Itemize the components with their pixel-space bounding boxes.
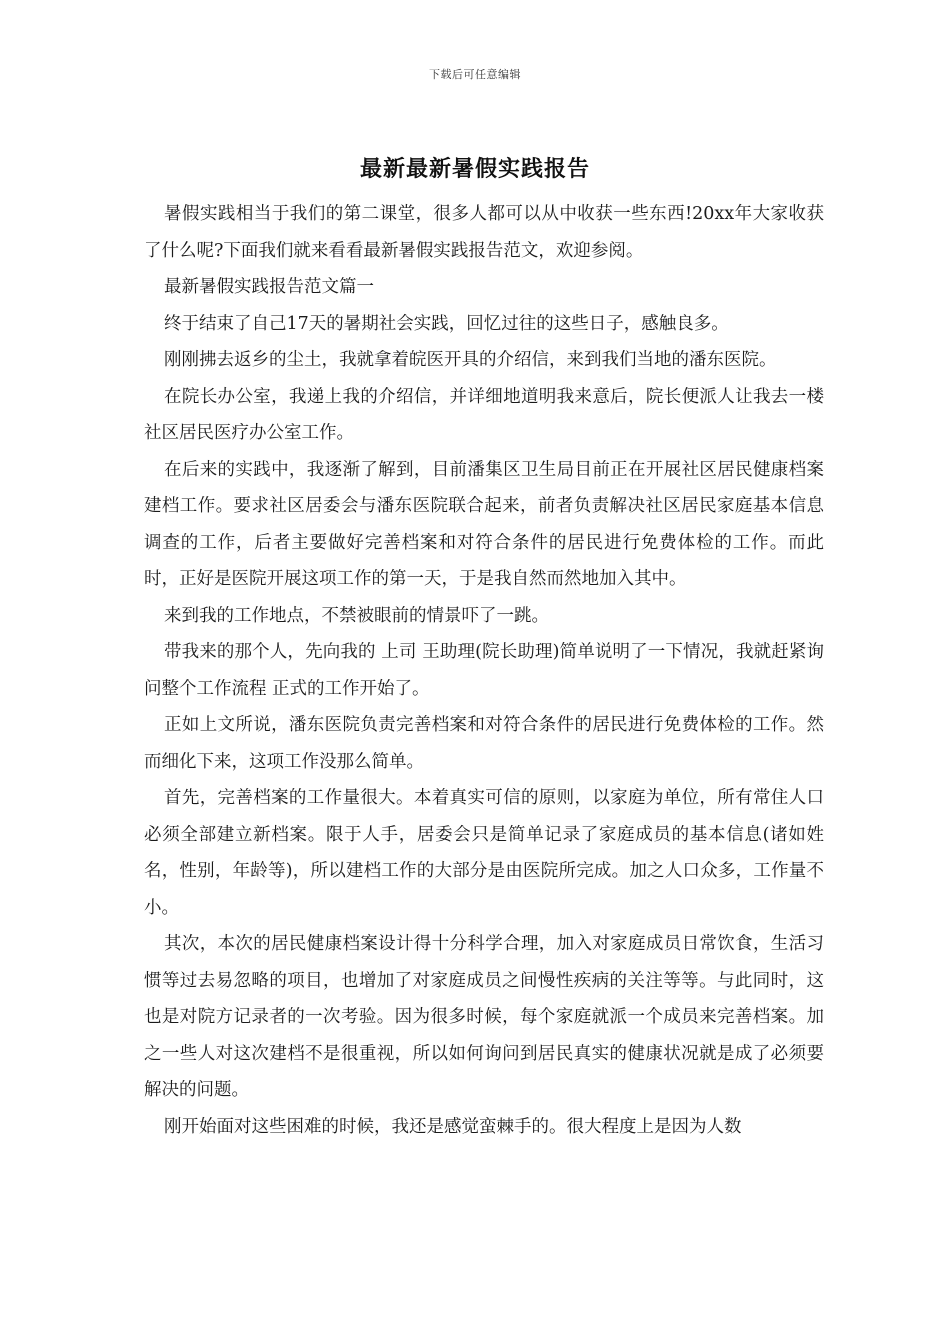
paragraph: 终于结束了自己17天的暑期社会实践，回忆过往的这些日子，感触良多。: [164, 313, 729, 334]
paragraph: 正如上文所说，潘东医院负责完善档案和对符合条件的居民进行免费体检的工作。然而细化下来，这项工作没那么简单。: [144, 715, 824, 772]
paragraph: 在后来的实践中，我逐渐了解到，目前潘集区卫生局目前正在开展社区居民健康档案建档工作。要求社区居委会与潘东医院联合起来，前者负责解决社区居民家庭基本信息调查的工作，后者主要做好完善档案和对符合条件的居民进行免费体检的工作。而此时，正好是医院开展这项工作的第一天，于是我自然而然地加入其中。: [144, 459, 824, 589]
paragraph: 其次，本次的居民健康档案设计得十分科学合理，加入对家庭成员日常饮食，生活习惯等过去易忽略的项目，也增加了对家庭成员之间慢性疾病的关注等等。与此同时，这也是对院方记录者的一次考验。因为很多时候，每个家庭就派一个成员来完善档案。加之一些人对这次建档不是很重视，所以如何询问到居民真实的健康状况就是成了必须要解决的问题。: [144, 934, 824, 1100]
paragraph-intro: 暑假实践相当于我们的第二课堂，很多人都可以从中收获一些东西!20xx年大家收获了什么呢?下面我们就来看看最新暑假实践报告范文，欢迎参阅。: [144, 204, 824, 261]
paragraph: 首先，完善档案的工作量很大。本着真实可信的原则，以家庭为单位，所有常住人口必须全部建立新档案。限于人手，居委会只是简单记录了家庭成员的基本信息(诸如姓名，性别，年龄等)，所以建档工作的大部分是由医院所完成。加之人口众多，工作量不小。: [144, 788, 824, 918]
document-body: [144, 196, 824, 1145]
paragraph: 刚开始面对这些困难的时候，我还是感觉蛮棘手的。很大程度上是因为人数: [164, 1116, 742, 1137]
document-title: 最新最新暑假实践报告: [359, 156, 590, 182]
paragraph: 刚刚拂去返乡的尘土，我就拿着皖医开具的介绍信，来到我们当地的潘东医院。: [164, 350, 777, 370]
paragraph: 带我来的那个人，先向我的 上司 王助理(院长助理)简单说明了一下情况，我就赶紧询问整个工作流程 正式的工作开始了。: [144, 642, 824, 699]
header-note: 下载后可任意编辑: [429, 68, 521, 81]
paragraph: 在院长办公室，我递上我的介绍信，并详细地道明我来意后，院长便派人让我去一楼社区居民医疗办公室工作。: [144, 386, 824, 443]
paragraph-section-heading: 最新暑假实践报告范文篇一: [164, 277, 374, 297]
paragraph: 来到我的工作地点，不禁被眼前的情景吓了一跳。: [164, 605, 549, 626]
